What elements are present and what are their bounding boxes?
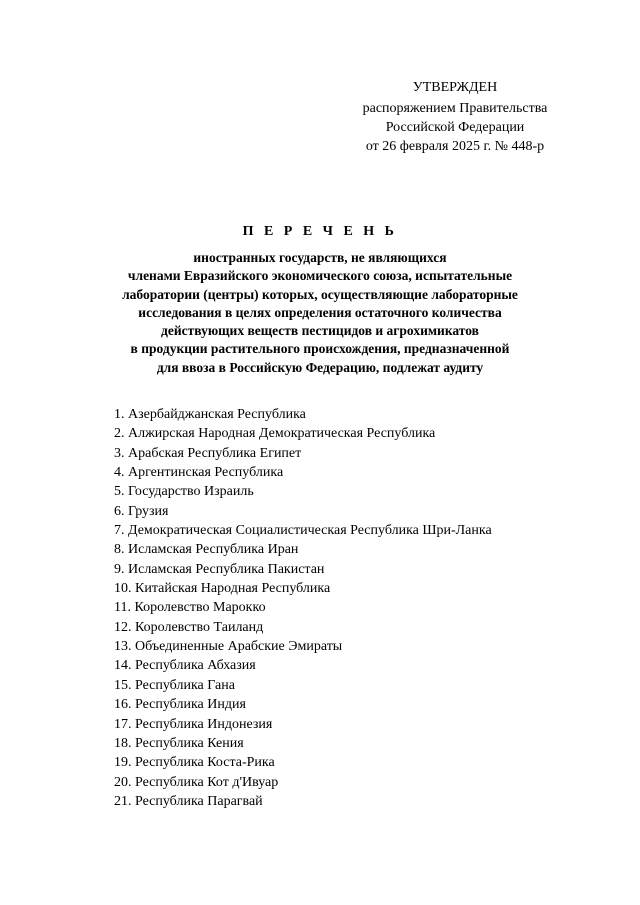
approval-status: УТВЕРЖДЕН [412,80,498,95]
list-item: 18. Республика Кения [114,735,244,751]
approval-date: от 26 февраля 2025 г. № 448-р [365,139,545,154]
list-item: 2. Алжирская Народная Демократическая Республика [114,426,436,442]
document-title: П Е Р Е Ч Е Н Ь [242,224,398,239]
country-list [114,405,492,811]
list-item: 11. Королевство Марокко [114,600,266,616]
subtitle-line: исследования в целях определения остаточного количества [138,304,502,320]
list-item: 19. Республика Коста-Рика [114,755,275,771]
list-item: 20. Республика Кот д'Ивуар [114,774,279,790]
subtitle-line: для ввоза в Российскую Федерацию, подлежат аудиту [156,359,484,375]
approval-line: Российской Федерации [385,120,525,135]
list-item: 3. Арабская Республика Египет [114,445,302,461]
subtitle-line: действующих веществ пестицидов и агрохимикатов [161,323,479,339]
approval-block [330,78,580,156]
list-item: 13. Объединенные Арабские Эмираты [114,639,343,655]
subtitle-line: иностранных государств, не являющихся [193,250,447,265]
approval-line: распоряжением Правительства [362,101,548,116]
list-item: 5. Государство Израиль [114,484,254,500]
subtitle-line: в продукции растительного происхождения, предназначенной [130,341,510,357]
subtitle-line: лаборатории (центры) которых, осуществляющие лабораторные [122,286,518,302]
list-item: 16. Республика Индия [114,697,246,713]
list-item: 8. Исламская Республика Иран [114,542,299,558]
list-item: 21. Республика Парагвай [114,793,263,809]
list-item: 10. Китайская Народная Республика [114,581,331,597]
list-item: 14. Республика Абхазия [114,658,256,674]
list-item: 4. Аргентинская Республика [114,465,284,481]
list-item: 7. Демократическая Социалистическая Республика Шри-Ланка [114,523,492,539]
list-item: 15. Республика Гана [114,677,235,693]
list-item: 6. Грузия [114,503,169,519]
list-item: 12. Королевство Таиланд [114,619,264,635]
document-subtitle [60,249,580,377]
list-item: 9. Исламская Республика Пакистан [114,561,325,577]
list-item: 17. Республика Индонезия [114,716,273,732]
list-item: 1. Азербайджанская Республика [114,407,306,422]
subtitle-line: членами Евразийского экономического союза, испытательные [127,268,513,284]
